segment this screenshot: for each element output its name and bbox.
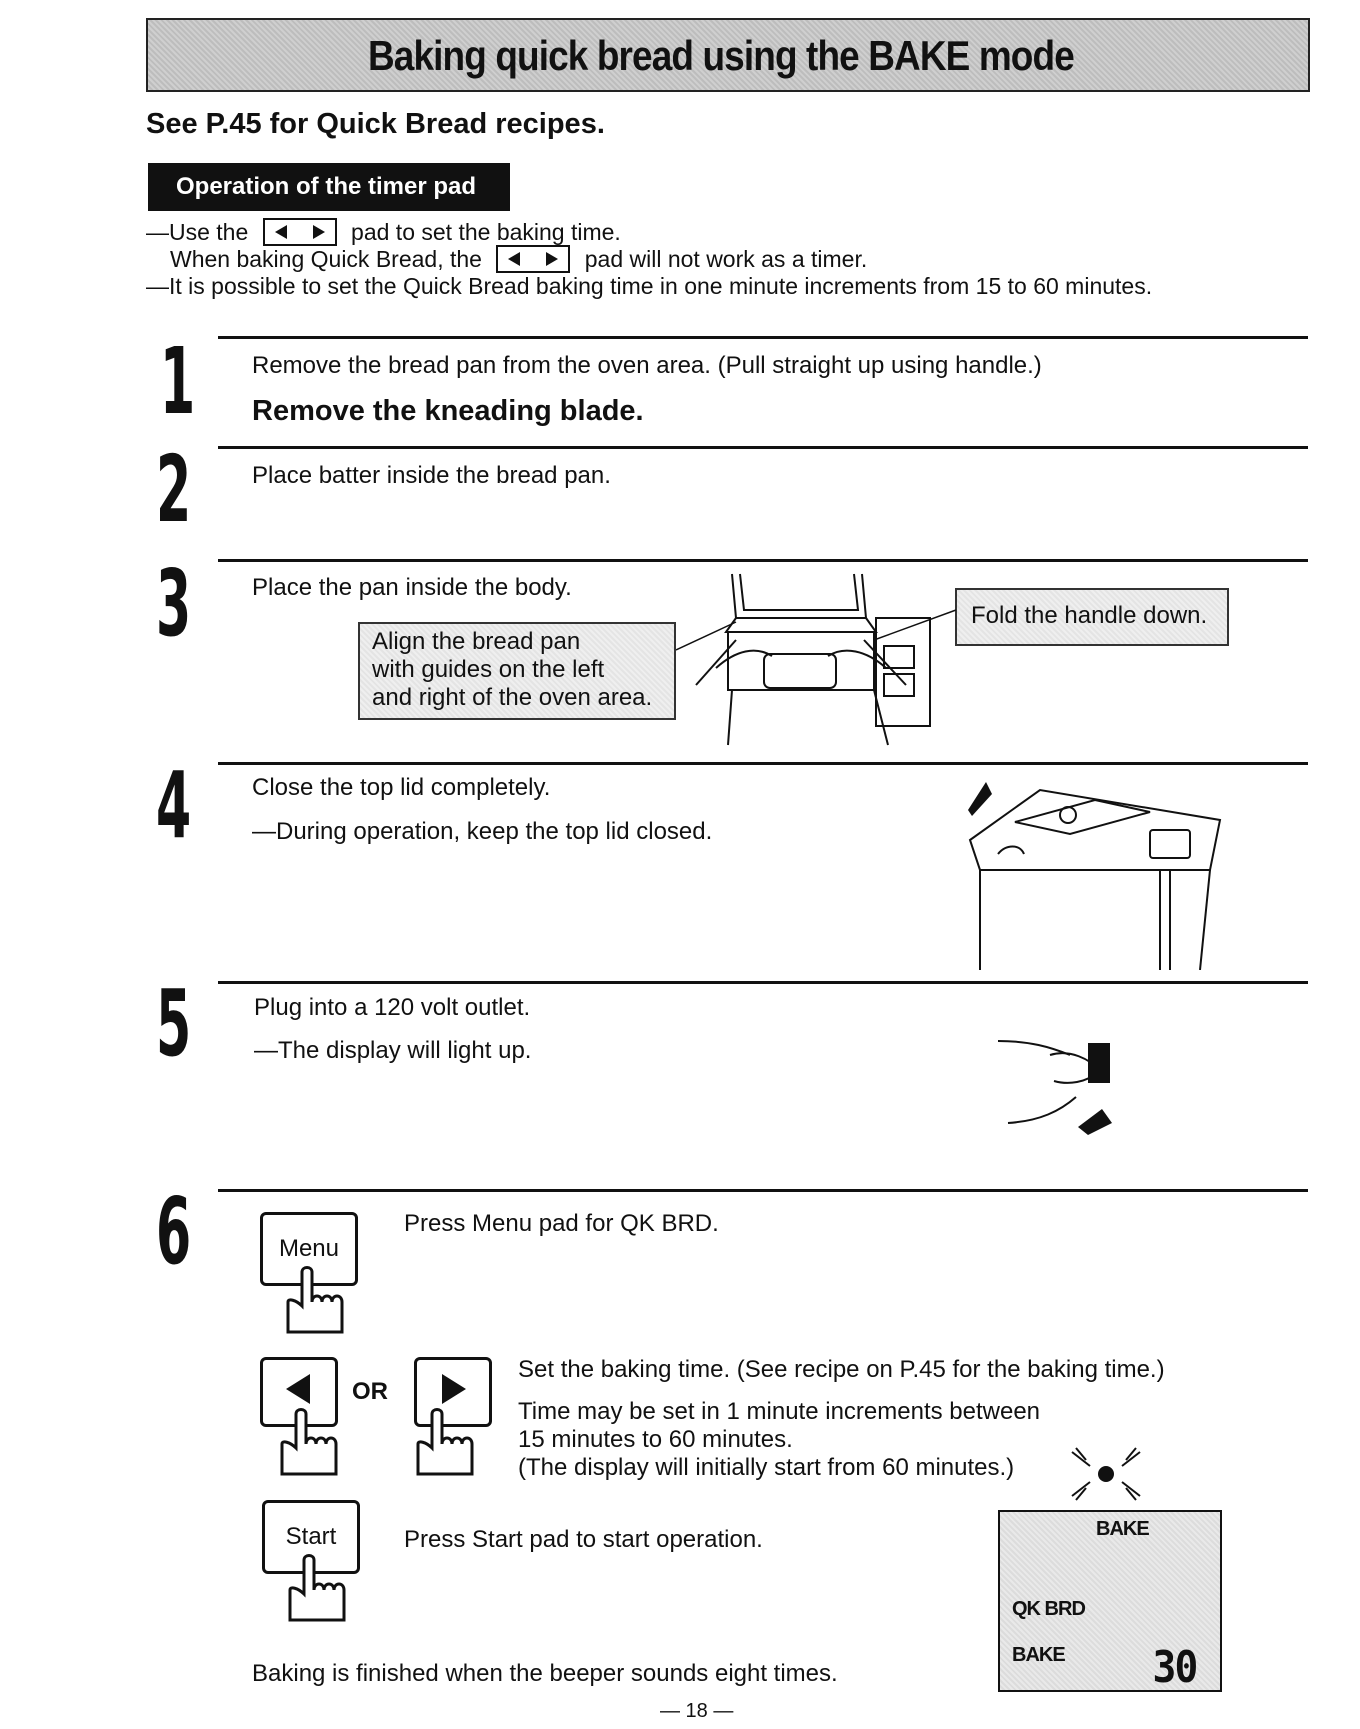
plug-outlet-illustration [990, 1035, 1140, 1145]
callout-line: Fold the handle down. [971, 602, 1208, 629]
step-5-text: Plug into a 120 volt outlet. [254, 994, 531, 1021]
step-2-text: Place batter inside the bread pan. [252, 462, 611, 489]
finger-press-icon [284, 1554, 364, 1624]
step-number: 3 [156, 550, 192, 657]
align-pan-callout [358, 622, 676, 720]
time-instruction: Set the baking time. (See recipe on P.45 for the baking time.) [518, 1356, 1165, 1383]
finger-press-icon [412, 1408, 492, 1478]
step-divider [218, 1189, 1308, 1192]
recipe-reference: See P.45 for Quick Bread recipes. [146, 108, 605, 140]
time-details [518, 1398, 1040, 1482]
time-detail-line: Time may be set in 1 minute increments between [518, 1398, 1041, 1425]
callout-line: with guides on the left [372, 656, 605, 683]
bread-machine-pan-illustration [676, 570, 966, 750]
step-5-note: —The display will light up. [254, 1037, 532, 1064]
title-banner [146, 18, 1310, 92]
display-mode-label: QK BRD [1012, 1598, 1085, 1620]
or-label: OR [352, 1378, 388, 1405]
intro-line-1-post: pad to set the baking time. [351, 219, 621, 245]
finger-press-icon [282, 1266, 362, 1336]
closed-lid-machine-illustration [960, 770, 1230, 970]
step-number: 2 [156, 436, 192, 543]
fold-handle-callout [955, 588, 1229, 646]
step-divider [218, 981, 1308, 984]
step-1-bold-text: Remove the kneading blade. [252, 395, 644, 427]
display-top-label: BAKE [1096, 1518, 1149, 1540]
step-4-text: Close the top lid completely. [252, 774, 551, 801]
menu-instruction: Press Menu pad for QK BRD. [404, 1210, 719, 1237]
section-heading: Operation of the timer pad [148, 163, 510, 211]
step-divider [218, 336, 1308, 339]
callout-line: Align the bread pan [372, 628, 581, 655]
step-1-text: Remove the bread pan from the oven area. (Pull straight up using handle.) [252, 352, 1042, 379]
display-panel [998, 1510, 1222, 1692]
intro-line-3: —It is possible to set the Quick Bread baking time in one minute increments from 15 to 60 minutes. [146, 273, 1153, 299]
timer-arrow-pad-icon [263, 218, 337, 246]
start-instruction: Press Start pad to start operation. [404, 1526, 763, 1553]
intro-line-2 [170, 245, 867, 275]
time-detail-line: (The display will initially start from 60 minutes.) [518, 1454, 1015, 1481]
step-number: 5 [156, 970, 192, 1077]
finish-text: Baking is finished when the beeper sounds eight times. [252, 1660, 838, 1687]
time-detail-line: 15 minutes to 60 minutes. [518, 1426, 793, 1453]
page-number: — 18 — [660, 1700, 734, 1722]
step-number: 6 [156, 1178, 192, 1285]
step-divider [218, 446, 1308, 449]
start-pad-label: Start [285, 1523, 337, 1550]
timer-arrow-pad-icon [496, 245, 570, 273]
step-divider [218, 762, 1308, 765]
step-divider [218, 559, 1308, 562]
step-number: 1 [160, 328, 196, 435]
finger-press-icon [276, 1408, 356, 1478]
intro-line-2-post: pad will not work as a timer. [584, 246, 868, 272]
intro-line-1 [146, 218, 621, 248]
callout-line: and right of the oven area. [372, 684, 653, 711]
step-3-text: Place the pan inside the body. [252, 574, 572, 601]
display-bottom-label: BAKE [1012, 1644, 1065, 1666]
display-time-value: 30 [1152, 1642, 1197, 1693]
blinking-indicator-icon [1066, 1444, 1146, 1504]
step-4-note: —During operation, keep the top lid closed. [252, 818, 713, 845]
page-title: Baking quick bread using the BAKE mode [368, 32, 1074, 79]
menu-pad-label: Menu [278, 1235, 340, 1262]
intro-line-2-pre: When baking Quick Bread, the [170, 246, 482, 272]
step-number: 4 [156, 752, 192, 859]
intro-line-1-pre: —Use the [146, 219, 249, 245]
